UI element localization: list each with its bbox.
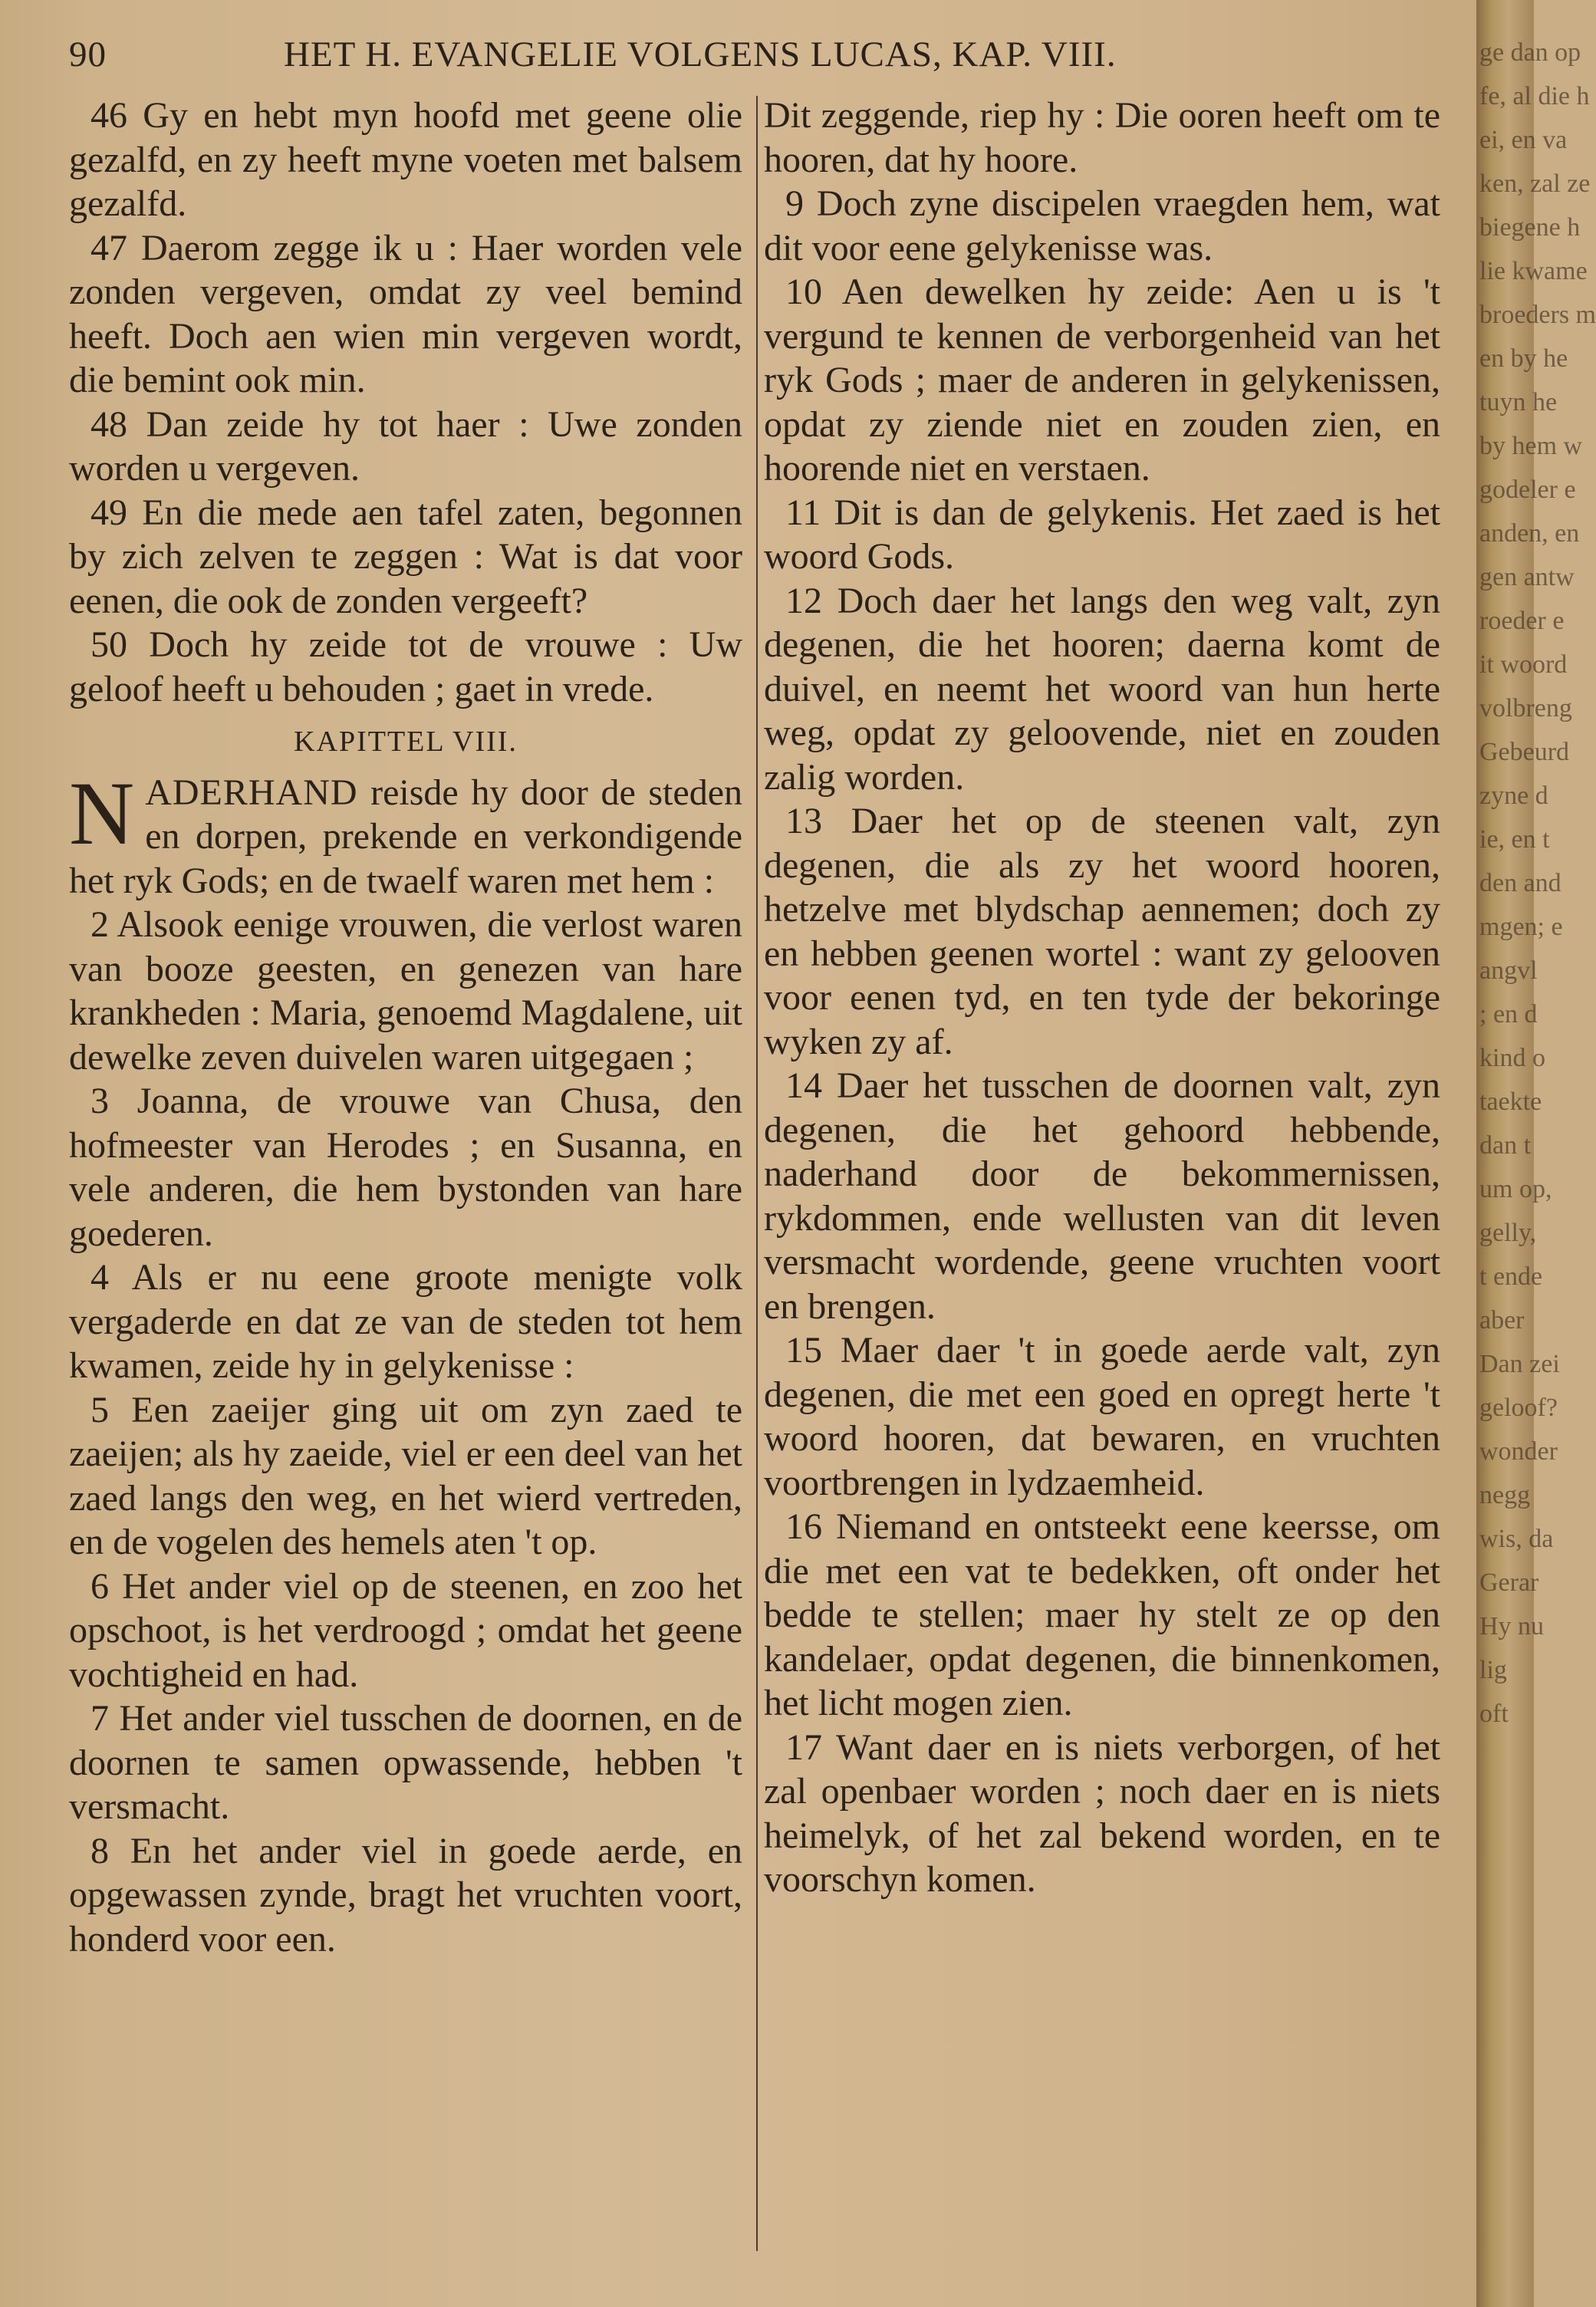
verse: 16 Niemand en ontsteekt eene keersse, om die met een vat te bedekken, oft onder het bedde te stellen; maer hy stelt ze op den kandelaer, opdat degenen, die binnenkomen, het licht mogen zien. bbox=[764, 1506, 1440, 1723]
drop-cap: N bbox=[69, 762, 135, 864]
bleed-line: en by he bbox=[1479, 344, 1568, 373]
bleed-line: roeder e bbox=[1479, 607, 1565, 635]
bleed-line: negg bbox=[1479, 1481, 1531, 1509]
verse: 10 Aen dewelken hy zeide: Aen u is 't vergund te kennen de verborgenheid van het ryk Gods ; maer de anderen in gelykenissen, opdat zy ziende niet en zouden zien, en hoorende niet en verstaen. bbox=[764, 272, 1440, 489]
bleed-line: anden, en bbox=[1479, 519, 1580, 548]
verse: 47 Daerom zegge ik u : Haer worden vele zonden vergeven, omdat zy veel bemind heeft. Doch aen wien min vergeven wordt, die bemint ook min. bbox=[69, 227, 742, 400]
bleed-line: zyne d bbox=[1479, 782, 1548, 810]
verse: 48 Dan zeide hy tot haer : Uwe zonden worden u vergeven. bbox=[69, 403, 742, 489]
verse: 50 Doch hy zeide tot de vrouwe : Uw geloof heeft u behouden ; gaet in vrede. bbox=[69, 624, 742, 709]
bleed-line: ie, en t bbox=[1479, 825, 1550, 854]
bleed-line: volbreng bbox=[1479, 694, 1572, 722]
bleed-line: ge dan op bbox=[1479, 38, 1581, 67]
next-page-bleed-text bbox=[1476, 0, 1596, 1736]
verse: 14 Daer het tusschen de doornen valt, zyn degenen, die het gehoord hebbende, naderhand door de bekommernissen, rykdommen, ende wellusten van dit leven versmacht wordende, geene vruchten voort en brengen. bbox=[764, 1065, 1440, 1327]
bleed-line: broeders m bbox=[1479, 301, 1596, 329]
bleed-line: ken, zal ze bbox=[1479, 169, 1591, 198]
verse: 8 En het ander viel in goede aerde, en opgewassen zynde, bragt het vruchten voort, honderd voor een. bbox=[69, 1830, 742, 1960]
verse: 3 Joanna, de vrouwe van Chusa, den hofmeester van Herodes ; en Susanna, en vele anderen, die hem bystonden van hare goederen. bbox=[69, 1081, 742, 1254]
next-page-edge bbox=[1476, 0, 1596, 2307]
bleed-line: lig bbox=[1479, 1656, 1507, 1684]
first-word: ADERHAND bbox=[145, 772, 358, 813]
verse-continuation: Dit zeggende, riep hy : Die ooren heeft om te hooren, dat hy hoore. bbox=[764, 95, 1440, 180]
bleed-line: t ende bbox=[1479, 1262, 1543, 1291]
page-number: 90 bbox=[69, 35, 107, 74]
bleed-line: um op, bbox=[1479, 1175, 1552, 1203]
running-header bbox=[69, 34, 1442, 80]
bleed-line: tuyn he bbox=[1479, 388, 1558, 416]
verse: 49 En die mede aen tafel zaten, begonnen by zich zelven te zeggen : Wat is dat voor eenen, die ook de zonden vergeeft? bbox=[69, 492, 742, 621]
bleed-line: oft bbox=[1479, 1700, 1509, 1728]
bleed-line: dan t bbox=[1479, 1131, 1532, 1160]
bleed-line: Dan zei bbox=[1479, 1350, 1560, 1378]
bleed-line: aber bbox=[1479, 1306, 1525, 1335]
bleed-line: gelly, bbox=[1479, 1219, 1537, 1247]
bleed-line: Gerar bbox=[1479, 1568, 1539, 1597]
chapter-heading: KAPITTEL VIII. bbox=[294, 726, 518, 758]
bleed-line: mgen; e bbox=[1479, 913, 1563, 941]
right-column bbox=[764, 94, 1440, 1902]
bleed-line: Hy nu bbox=[1479, 1612, 1545, 1641]
verse: 11 Dit is dan de gelykenis. Het zaed is het woord Gods. bbox=[764, 492, 1440, 577]
verse: 9 Doch zyne discipelen vraegden hem, wat dit voor eene gelykenisse was. bbox=[764, 183, 1440, 268]
running-head-title: HET H. EVANGELIE VOLGENS LUCAS, KAP. VIII. bbox=[284, 35, 1117, 74]
verse: 2 Alsook eenige vrouwen, die verlost waren van booze geesten, en genezen van hare krankheden : Maria, genoemd Magdalene, uit dewelke zeven duivelen waren uitgegaen ; bbox=[69, 904, 742, 1078]
column-divider bbox=[756, 96, 758, 2251]
chapter-first-verse bbox=[69, 762, 742, 903]
verse: 17 Want daer en is niets verborgen, of het zal openbaer worden ; noch daer en is niets heimelyk, of het zal bekend worden, en te voorschyn komen. bbox=[764, 1726, 1440, 1900]
bleed-line: Gebeurd bbox=[1479, 738, 1570, 766]
verse: 46 Gy en hebt myn hoofd met geene olie gezalfd, en zy heeft myne voeten met balsem gezalfd. bbox=[69, 95, 742, 224]
bleed-line: geloof? bbox=[1479, 1394, 1558, 1422]
verse: 12 Doch daer het langs den weg valt, zyn degenen, die het hooren; daerna komt de duivel, en neemt het woord van hun herte weg, opdat zy geloovende, niet en zouden zalig worden. bbox=[764, 580, 1440, 798]
bleed-line: den and bbox=[1479, 869, 1561, 897]
verse: 13 Daer het op de steenen valt, zyn degenen, die als zy het woord hooren, hetzelve met blydschap aennemen; doch zy en hebben geenen wortel : want zy gelooven voor eenen tyd, en ten tyde der bekoringe wyken zy af. bbox=[764, 801, 1440, 1062]
verse: 7 Het ander viel tusschen de doornen, en de doornen te samen opwassende, hebben 't versmacht. bbox=[69, 1698, 742, 1827]
bleed-line: ; en d bbox=[1479, 1000, 1538, 1028]
bleed-line: fe, al die h bbox=[1479, 82, 1590, 110]
verse: 6 Het ander viel op de steenen, en zoo het opschoot, is het verdroogd ; omdat het geene vochtigheid en had. bbox=[69, 1565, 742, 1695]
verse: 15 Maer daer 't in goede aerde valt, zyn degenen, die met een goed en opregt herte 't woord hooren, dat bewaren, en vruchten voortbrengen in lydzaemheid. bbox=[764, 1330, 1440, 1503]
bleed-line: biegene h bbox=[1479, 213, 1581, 242]
bleed-line: wonder bbox=[1479, 1437, 1558, 1466]
verse: 4 Als er nu eene groote menigte volk vergaderde en dat ze van de steden tot hem kwamen, zeide hy in gelykenisse : bbox=[69, 1257, 742, 1386]
bleed-line: godeler e bbox=[1479, 476, 1576, 504]
bleed-line: wis, da bbox=[1479, 1525, 1554, 1553]
bleed-line: kind o bbox=[1479, 1044, 1545, 1072]
bleed-line: taekte bbox=[1479, 1088, 1542, 1116]
bleed-line: it woord bbox=[1479, 650, 1568, 679]
first-verse-text: reisde hy door de steden en dorpen, prekende en verkondigende het ryk Gods; en de twaelf waren met hem : bbox=[69, 772, 742, 901]
bleed-line: ei, en va bbox=[1479, 126, 1568, 154]
bleed-line: gen antw bbox=[1479, 563, 1575, 591]
bleed-line: lie kwame bbox=[1479, 257, 1588, 285]
left-column bbox=[69, 94, 742, 1961]
verse: 5 Een zaeijer ging uit om zyn zaed te zaeijen; als hy zaeide, viel er een deel van het zaed langs den weg, en het wierd vertreden, en de vogelen des hemels aten 't op. bbox=[69, 1389, 742, 1562]
bleed-line: by hem w bbox=[1479, 432, 1583, 460]
bleed-line: angvl bbox=[1479, 956, 1538, 985]
